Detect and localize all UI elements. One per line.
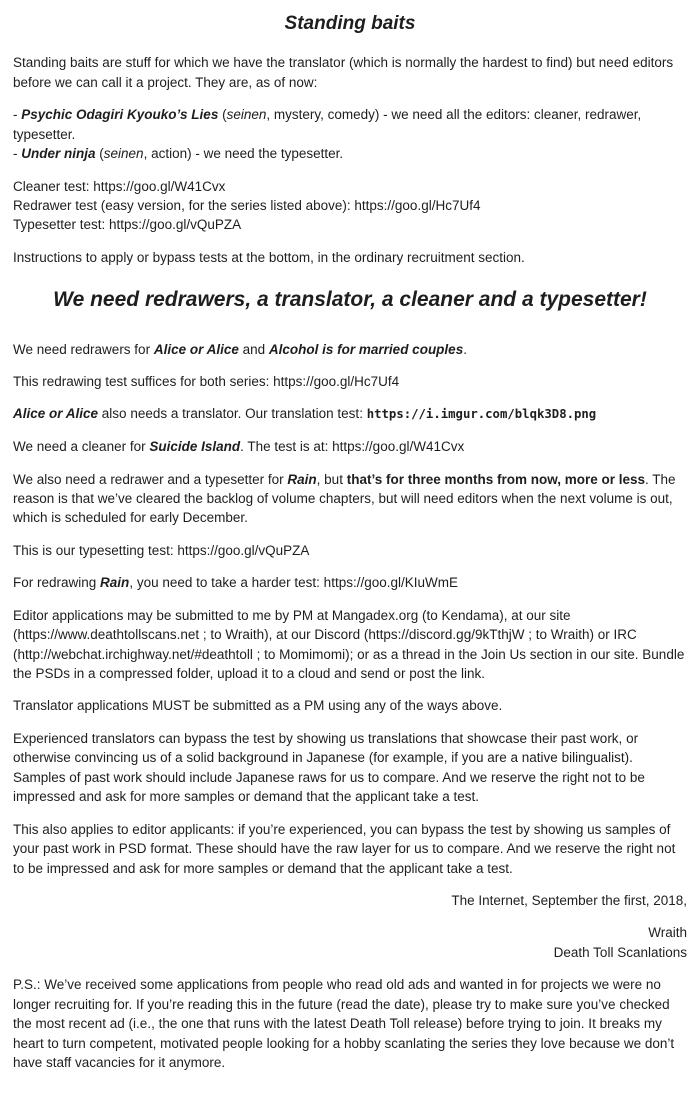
text-segment: We need a cleaner for [13,439,150,455]
paragraph-editor-bypass [13,820,687,878]
paragraph-experienced-translators [13,729,687,807]
paragraph-typesetting-test [13,541,687,560]
text-segment: Editor applications may be submitted to me by PM at Mangadex.org (to Kendama), at our site (https://www.deathtollscans.net ; to Wraith), at our Discord (https://discord.gg/9kTthjW ; to Wraith) or IRC (http://webchat.irchighway.net/#deathtoll ; to Momimomi); or as a thread in the Join Us section in our site. Bundle the PSDs in a compressed folder, upload it to a cloud and send or post the link. [13,607,685,682]
text-segment: Under ninja [21,146,96,162]
text-segment: also needs a translator. Our translation test: [98,406,367,422]
text-segment: Translator applications MUST be submitted as a PM using any of the ways above. [13,698,503,714]
text-segment: , but [316,471,347,487]
paragraph-editor-applications [13,606,687,684]
text-segment: Alice or Alice [153,341,239,357]
text-segment: Rain [100,575,130,591]
text-segment: Standing baits are stuff for which we have the translator (which is normally the hardest to find) but need editors before we can call it a project. They are, as of now: [13,55,674,90]
text-segment: that’s for three months from now, more or less [346,471,645,487]
text-segment: This redrawing test suffices for both series: https://goo.gl/Hc7Uf4 [13,373,400,389]
text-segment: . [463,341,467,357]
text-segment: Alcohol is for married couples [268,341,464,357]
text-segment: Wraith [648,925,687,941]
text-segment: Typesetter test: https://goo.gl/vQuPZA [13,217,242,233]
text-segment: The Internet, September the first, 2018, [451,892,687,908]
text-segment: , you need to take a harder test: https://goo.gl/KIuWmE [129,575,458,591]
text-segment: , action) - we need the typesetter. [143,146,344,162]
text-segment: Suicide Island [149,439,241,455]
date-line [13,891,687,910]
section-heading-we-need: We need redrawers, a translator, a cleaner and a typesetter! [53,288,647,312]
text-segment: seinen [103,146,144,162]
text-segment: This also applies to editor applicants: if you’re experienced, you can bypass the test by showing us samples of your past work in PSD format. These should have the raw layer for us to compare. And we reserve the right not to be impressed and ask for more samples or demand that the applicant take a test. [13,821,676,876]
text-segment: - [13,107,22,123]
paragraph-rain-redraw-test [13,573,687,592]
text-segment: https://i.imgur.com/blqk3D8.png [366,407,597,422]
paragraph-standing-baits-intro [13,53,687,92]
paragraph-rain-editors [13,470,687,528]
paragraph-redraw-test [13,372,687,391]
text-segment: We need redrawers for [13,341,154,357]
text-segment: Cleaner test: https://goo.gl/W41Cvx [13,178,226,194]
text-segment: ( [95,146,104,162]
text-segment: Death Toll Scanlations [553,944,687,960]
test-links-list [13,177,687,235]
text-segment: Psychic Odagiri Kyouko’s Lies [21,107,219,123]
text-segment: . The reason is that we’ve cleared the backlog of volume chapters, but will need editors when the next volume is out, which is scheduled for early December. [13,471,676,526]
standing-baits-series-list [13,105,687,163]
text-segment: . The test is at: https://goo.gl/W41Cvx [240,439,465,455]
text-segment: Redrawer test (easy version, for the series listed above): https://goo.gl/Hc7Uf4 [13,197,481,213]
paragraph-translator-needed [13,404,687,424]
text-segment: Instructions to apply or bypass tests at the bottom, in the ordinary recruitment section. [13,249,525,265]
page-title: Standing baits [284,13,416,34]
text-segment: This is our typesetting test: https://goo.gl/vQuPZA [13,542,310,558]
paragraph-postscript [13,975,687,1072]
text-segment: ( [218,107,227,123]
text-segment: seinen [226,107,267,123]
paragraph-cleaner-needed [13,437,687,456]
text-segment: Alice or Alice [13,406,99,422]
paragraph-instructions-note [13,248,687,267]
signature-block [13,923,687,962]
text-segment: , mystery, comedy) - we need all the editors: cleaner, redrawer, typesetter. [13,107,642,142]
text-segment: Rain [287,471,317,487]
text-segment: - [13,146,22,162]
text-segment: P.S.: We’ve received some applications from people who read old ads and wanted in for projects we were no longer recruiting for. If you’re reading this in the future (read the date), please try to make sure you’ve checked the most recent ad (i.e., the one that runs with the latest Death Toll release) before trying to join. It breaks my heart to turn competent, motivated people looking for a hobby scanlating the series they love because we don’t have staff vacancies for it anymore. [13,977,675,1071]
text-segment: We also need a redrawer and a typesetter for [13,471,288,487]
paragraph-translator-applications [13,696,687,715]
text-segment: and [238,341,269,357]
paragraph-redrawers-needed [13,340,687,359]
text-segment: For redrawing [13,575,101,591]
text-segment: Experienced translators can bypass the test by showing us translations that showcase their past work, or otherwise convincing us of a solid background in Japanese (for example, if you are a native bilingualist). Samples of past work should include Japanese raws for us to compare. And we reserve the right not to be impressed and ask for more samples or demand that the applicant take a test. [13,730,645,805]
